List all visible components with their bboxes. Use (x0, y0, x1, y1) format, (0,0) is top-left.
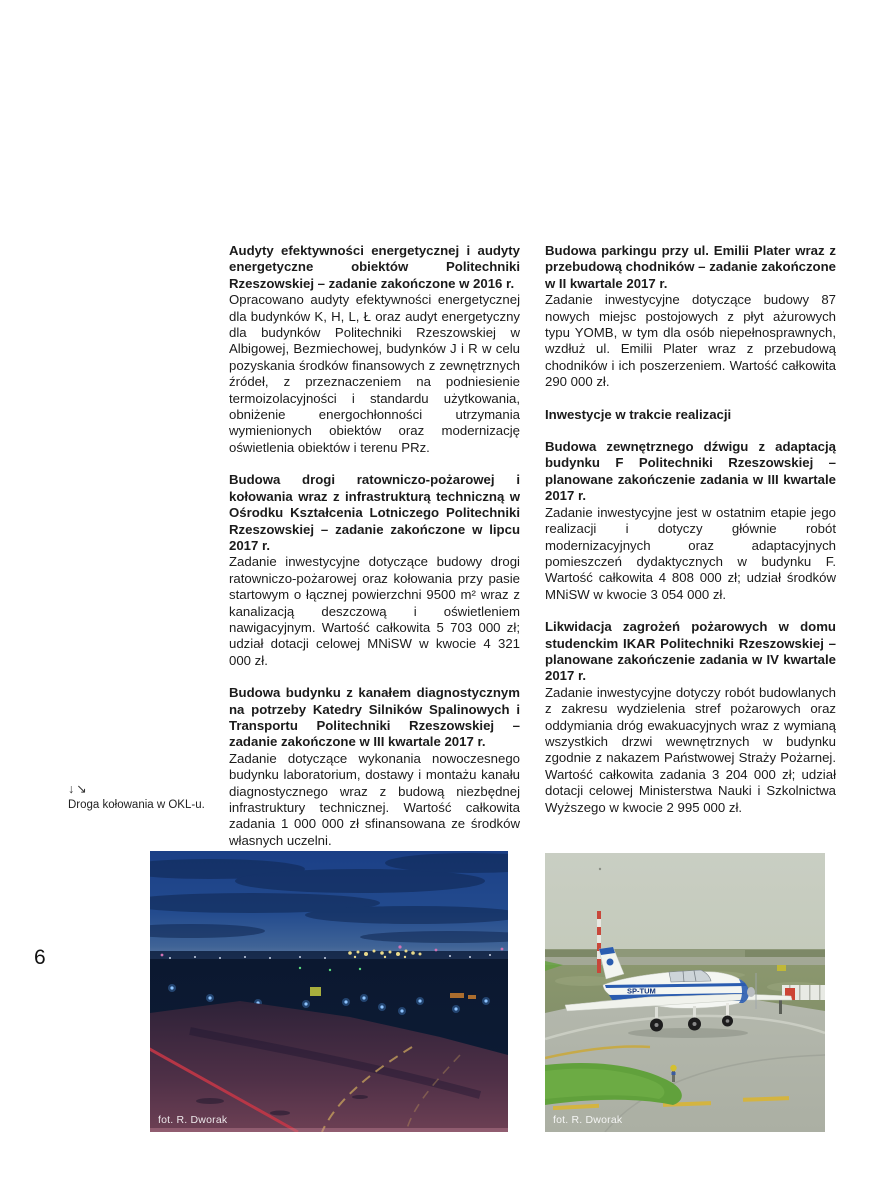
section-heading: Audyty efektywności energetycznej i audyty energetyczne obiektów Politechniki Rzeszowskiej – zadanie zakończone w 2016 r. (229, 243, 520, 291)
section-heading: Budowa zewnętrznego dźwigu z adaptacją budynku F Politechniki Rzeszowskiej – planowane zakończenie zadania w III kwartale 2017 r. (545, 439, 836, 504)
article-section (545, 619, 836, 816)
article-section (229, 685, 520, 849)
text-column-right (545, 243, 836, 832)
section-body: Zadanie inwestycyjne jest w ostatnim etapie jego realizacji i dotyczy głównie robót modernizacyjnych oraz adaptacyjnych pomieszczeń dydaktycznych w budynku F. Wartość całkowita 4 808 000 zł; udział środków MNiSW w kwocie 3 054 000 zł. (545, 504, 836, 602)
photo-night-taxiway (150, 851, 508, 1132)
photo-caption (68, 782, 238, 813)
section-heading: Likwidacja zagrożeń pożarowych w domu studenckim IKAR Politechniki Rzeszowskiej – planowane zakończenie zadania w IV kwartale 2017 r. (545, 619, 836, 684)
photo-credit: fot. R. Dworak (158, 1114, 228, 1126)
section-body: Zadanie inwestycyjne dotyczące budowy drogi ratowniczo-pożarowej oraz kołowania przy pasie startowym o łącznej powierzchni 9500 m² wraz z kanalizacją deszczową i oświetleniem nawigacyjnym. Wartość całkowita 5 703 000 zł; udział dotacji celowej MNiSW w kwocie 4 321 000 zł. (229, 554, 520, 668)
registration-text: SP-TUM (627, 986, 656, 996)
striped-pole (597, 911, 601, 973)
aircraft-illustration (545, 853, 825, 1132)
article-section (545, 243, 836, 391)
section-heading: Budowa drogi ratowniczo-pożarowej i kołowania wraz z infrastrukturą techniczną w Ośrodku Kształcenia Lotniczego Politechniki Rzeszowskiej – zadanie zakończone w lipcu 2017 r. (229, 472, 520, 553)
article-section (229, 243, 520, 456)
photo-credit: fot. R. Dworak (553, 1114, 623, 1126)
photo-aircraft-taxiing (545, 853, 825, 1132)
section-body: Zadanie inwestycyjne dotyczy robót budowlanych z zakresu wydzielenia stref pożarowych oraz oddymiania dróg ewakuacyjnych wraz z wymianą wszystkich drzwi wewnętrznych w budynku zgodnie z nakazem Państwowej Straży Pożarnej. Wartość całkowita zadania 3 204 000 zł; udział dotacji celowej Ministerstwa Nauki i Szkolnictwa Wyższego w kwocie 2 995 000 zł. (545, 684, 836, 815)
article-section (545, 439, 836, 603)
caption-text: Droga kołowania w OKL-u. (68, 799, 205, 811)
night-taxiway-illustration (150, 851, 508, 1132)
section-body: Opracowano audyty efektywności energetycznej dla budynków K, H, L, Ł oraz audyt energetyczny dla budynków Politechniki Rzeszowskiej w Albigowej, Bezmiechowej, budynków J i R w celu pozyskania środków finansowych z zewnętrznych źródeł, z przeznaczeniem na podniesienie termoizolacyjności i standardu użytkowania, obniżenie energochłonności utrzymania wymienionych obiektów oraz modernizację oświetlenia obiektów i terenu PRz. (229, 292, 520, 455)
article-section (229, 472, 520, 669)
section-body: Zadanie dotyczące wykonania nowoczesnego budynku laboratorium, dostawy i montażu kanału diagnostycznego wraz z budową niezbędnej infrastruktury technicznej. Wartość całkowita zadania 1 000 000 zł sfinansowana ze środków własnych uczelni. (229, 750, 520, 848)
column-subheading: Inwestycje w trakcie realizacji (545, 406, 732, 422)
caption-arrows-icon: ↓↘ (68, 782, 89, 796)
taxiway-sign (310, 987, 321, 996)
section-heading: Budowa budynku z kanałem diagnostycznym na potrzeby Katedry Silników Spalinowych i Transportu Politechniki Rzeszowskiej – zadanie zakończone w III kwartale 2017 r. (229, 685, 520, 750)
section-heading: Budowa parkingu przy ul. Emilii Plater wraz z przebudową chodników – zadanie zakończone w II kwartale 2017 r. (545, 243, 836, 291)
text-column-left (229, 243, 520, 865)
taxiway-sign (777, 965, 786, 971)
page-number: 6 (34, 946, 46, 969)
section-body: Zadanie inwestycyjne dotyczące budowy 87 nowych miejsc postojowych z płyt ażurowych typu YOMB, w tym dla osób niepełnosprawnych, wzdłuż ul. Emilii Plater wraz z przebudową chodników i ich poszerzeniem. Wartość całkowita 290 000 zł. (545, 292, 836, 390)
